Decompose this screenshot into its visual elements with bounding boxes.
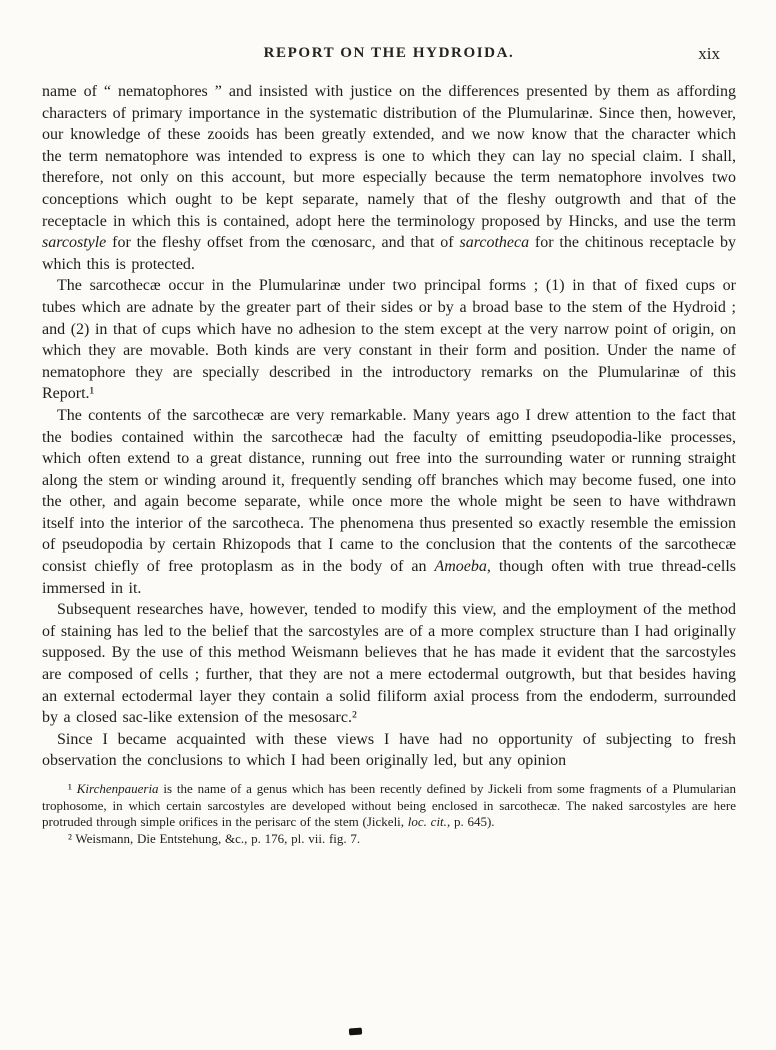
page-header xyxy=(42,44,736,64)
footnote-1: ¹ Kirchenpaueria is the name of a genus which has been recently defined by Jickeli from some fragments of a Plumularian trophosome, in which certain sarcostyles are developed without being enclosed in sarcothecæ. The naked sarcostyles are here protruded through simple orifices in the perisarc of the stem (Jickeli, loc. cit., p. 645). xyxy=(42,781,736,830)
paragraph-2: The sarcothecæ occur in the Plumularinæ under two principal forms ; (1) in that of fixed cups or tubes which are adnate by the greater part of their sides or by a broad base to the stem of the Hydroid ; and (2) in that of cups which have no adhesion to the stem except at the very narrow point of origin, on which they are movable. Both kinds are very constant in their form and position. Under the name of nematophore they are specially described in the introductory remarks on the Plumularinæ of this Report.¹ xyxy=(42,277,736,403)
running-title: REPORT ON THE HYDROIDA. xyxy=(263,45,515,61)
paragraph-1: name of “ nematophores ” and insisted with justice on the differences presented by them as affording characters of primary importance in the systematic distribution of the Plumularinæ. Since then, however, our knowledge of these zooids has been greatly extended, and we now know that the character which the term nematophore was intended to express is one to which they can lay no special claim. I shall, therefore, not only on this account, but more especially because the term nematophore involves two conceptions which ought to be kept separate, namely that of the fleshy outgrowth and that of the receptacle in which this is contained, adopt here the terminology proposed by Hincks, and use the term sarcostyle for the fleshy offset from the cœnosarc, and that of sarcotheca for the chitinous receptacle by which this is protected. xyxy=(42,83,736,273)
footnote-2: ² Weismann, Die Entstehung, &c., p. 176, pl. vii. fig. 7. xyxy=(68,830,361,846)
paragraph-4: Subsequent researches have, however, tended to modify this view, and the employment of the method of staining has led to the belief that the sarcostyles are of a more complex structure than I had originally supposed. By the use of this method Weismann believes that he has made it evident that the sarcostyles are composed of cells ; further, that they are not a mere ectodermal outgrowth, but that besides having an external ectodermal layer they contain a solid filiform axial process from the endoderm, surrounded by a closed sac-like extension of the mesosarc.² xyxy=(42,601,736,727)
ink-mark xyxy=(349,1028,362,1036)
paragraph-5: Since I became acquainted with these views I have had no opportunity of subjecting to fresh observation the conclusions to which I had been originally led, but any opinion xyxy=(42,730,736,770)
page-number: xix xyxy=(698,44,720,63)
body-text xyxy=(42,81,736,772)
paragraph-3: The contents of the sarcothecæ are very remarkable. Many years ago I drew attention to the fact that the bodies contained within the sarcothecæ had the faculty of emitting pseudopodia-like processes, which often extend to a great distance, running out free into the surrounding water or running straight along the stem or winding around it, frequently sending off branches which may become fused, one into the other, and again become separate, while once more the whole might be seen to have withdrawn itself into the interior of the sarcotheca. The phenomena thus presented so exactly resemble the emission of pseudopodia by certain Rhizopods that I came to the conclusion that the contents of the sarcothecæ consist chiefly of free protoplasm as in the body of an Amoeba, though often with true thread-cells immersed in it. xyxy=(42,406,736,597)
footnotes xyxy=(42,781,736,847)
